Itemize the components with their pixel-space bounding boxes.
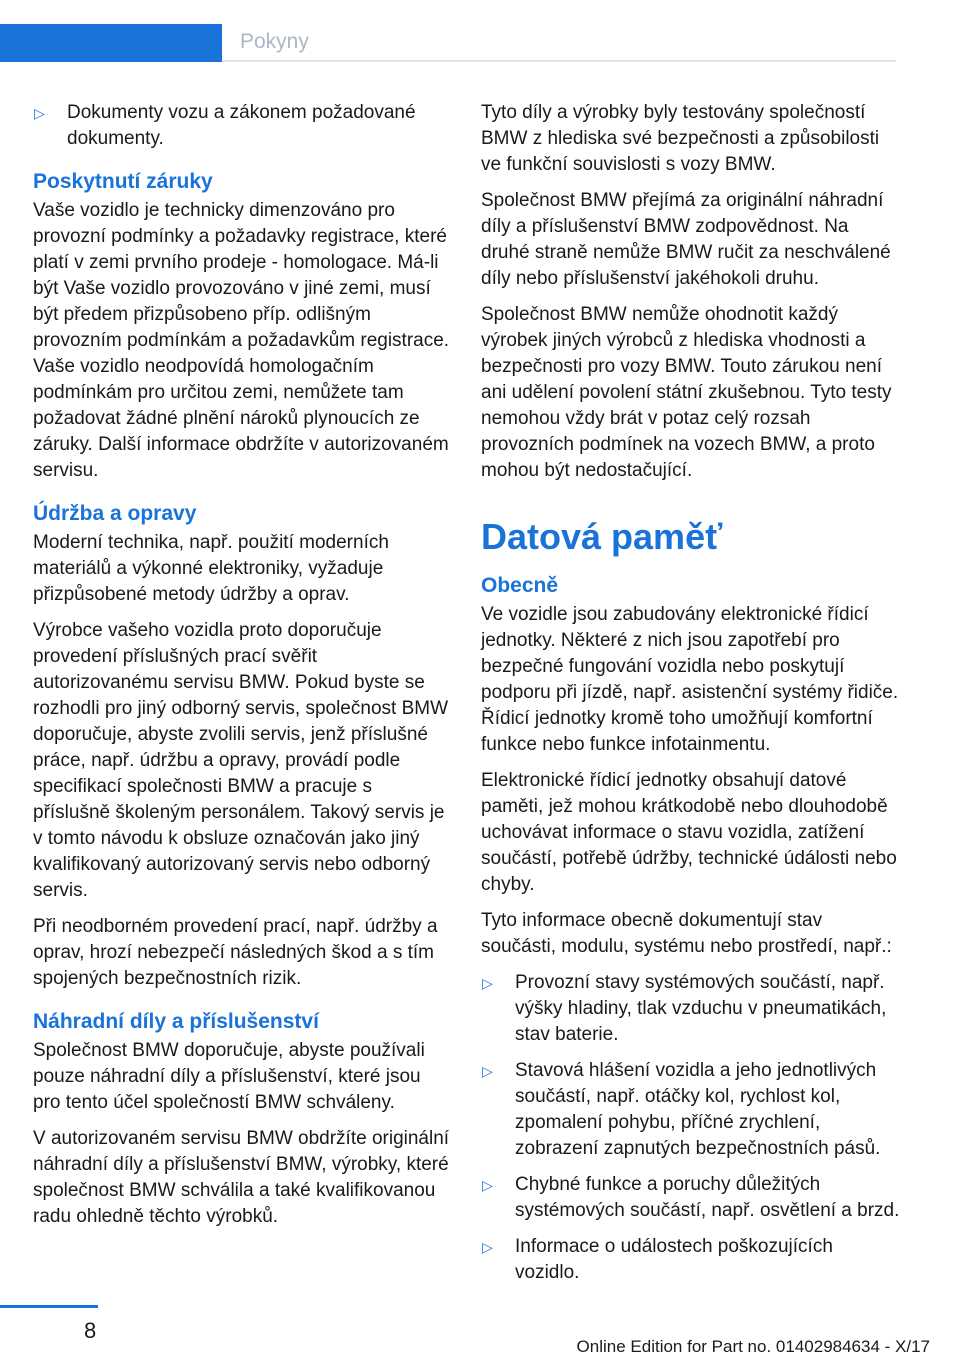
heading-general: Obecně [481, 574, 559, 597]
list-item [33, 100, 453, 152]
heading-data-memory: Datová paměť [481, 516, 723, 557]
paragraph-warranty: Vaše vozidlo je technicky dimenzováno pro provozní podmínky a požadavky registrace, které platí v zemi prvního prodeje - homologace. Má-li být Vaše vozidlo provozováno v jiné zemi, musí být předem přizpůsobeno příp. odlišným provozním podmínkám a požadavkům registrace. Vaše vozidlo neodpovídá homologačním podmínkám pro určitou zemi, nemůžete tam požadovat žádné plnění nároků plynoucích ze záruky. Další informace obdržíte v autorizovaném servisu. [33, 200, 450, 481]
list-item [481, 1058, 901, 1162]
list-item [481, 1172, 901, 1224]
list-item-text: Chybné funkce a poruchy důležitých systémových součástí, např. osvětlení a brzd. [515, 1174, 900, 1221]
paragraph-parts-2: V autorizovaném servisu BMW obdržíte originální náhradní díly a příslušenství BMW, výrobky, které společnost BMW schválila a také kvalifikovanou radu ohledně těchto výrobků. [33, 1128, 450, 1227]
heading-maintenance: Údržba a opravy [33, 502, 197, 525]
paragraph-maintenance-3: Při neodborném provedení prací, např. údržby a oprav, hrozí nebezpečí následných škod a s tím spojených bezpečnostních rizik. [33, 916, 438, 989]
header-accent-bar [0, 24, 222, 62]
paragraph-maintenance-2: Výrobce vašeho vozidla proto doporučuje provedení příslušných prací svěřit autorizovanému servisu BMW. Pokud byste se rozhodli pro jiný odborný servis, společnost BMW doporučuje, abyste zvolili servis, jenž příslušné práce, např. údržbu a opravy, provádí podle specifikací společnosti BMW a pracuje s příslušně školeným personálem. Takový servis je v tomto návodu k obsluze označován jako jiný kvalifikovaný autorizovaný servis nebo odborný servis. [33, 620, 449, 901]
triangle-bullet-icon: ▷ [482, 1063, 493, 1079]
paragraph-general-2: Elektronické řídicí jednotky obsahují datové paměti, jež mohou krátkodobě nebo dlouhodobě uchovávat informace o stavu vozidla, zatížení součástí, potřebě údržby, technické údálosti nebo chyby. [481, 770, 897, 895]
right-column [481, 100, 901, 1296]
paragraph-general-1: Ve vozidle jsou zabudovány elektronické řídicí jednotky. Některé z nich jsou zapotřebí pro bezpečné fungování vozidla nebo poskytují podporu při jízdě, např. asistenční systémy řidiče. Řídicí jednotky kromě toho umožňují komfortní funkce nebo funkce infotainmentu. [481, 604, 899, 755]
paragraph-tested: Tyto díly a výrobky byly testovány společností BMW z hlediska své bezpečnosti a způsobilosti ve funkční souvislosti s vozy BMW. [481, 102, 880, 175]
list-item-text: Dokumenty vozu a zákonem požadované dokumenty. [67, 102, 416, 149]
paragraph-maintenance-1: Moderní technika, např. použití moderních materiálů a výkonné elektroniky, vyžaduje přizpůsobené metody údržby a oprav. [33, 532, 389, 605]
section-title: Pokyny [240, 30, 309, 53]
heading-parts: Náhradní díly a příslušenství [33, 1010, 319, 1033]
list-item [481, 1234, 901, 1286]
list-item [481, 970, 901, 1048]
left-column [33, 100, 453, 1240]
triangle-bullet-icon: ▷ [482, 975, 493, 991]
list-item-text: Stavová hlášení vozidla a jeho jednotlivých součástí, např. otáčky kol, rychlost kol, zpomalení pohybu, příčné zrychlení, zobrazení zapnutých bezpečnostních pásů. [515, 1060, 881, 1159]
list-item-text: Informace o událostech poškozujících vozidlo. [515, 1236, 833, 1283]
paragraph-responsibility: Společnost BMW přejímá za originální náhradní díly a příslušenství BMW zodpovědnost. Na druhé straně nemůže BMW ručit za neschválené díly nebo příslušenství jakéhokoli druhu. [481, 190, 891, 289]
page-number: 8 [84, 1318, 97, 1343]
edition-info: Online Edition for Part no. 01402984634 - X/17 [576, 1337, 930, 1356]
triangle-bullet-icon: ▷ [34, 105, 45, 121]
paragraph-evaluation: Společnost BMW nemůže ohodnotit každý výrobek jiných výrobců z hlediska vhodnosti a bezpečnosti pro vozy BMW. Touto zárukou není ani udělení povolení státní zkušebnou. Tyto testy nemohou vždy brát v potaz celý rozsah provozních podmínek na vozech BMW, a proto mohou být nedostačující. [481, 304, 892, 481]
triangle-bullet-icon: ▷ [482, 1239, 493, 1255]
footer-accent-rule [0, 1305, 98, 1308]
paragraph-parts-1: Společnost BMW doporučuje, abyste používali pouze náhradní díly a příslušenství, které jsou pro tento účel společností BMW schváleny. [33, 1040, 425, 1113]
paragraph-general-3: Tyto informace obecně dokumentují stav součásti, modulu, systému nebo prostředí, např.: [481, 910, 892, 957]
triangle-bullet-icon: ▷ [482, 1177, 493, 1193]
header-rule [222, 60, 896, 62]
heading-warranty: Poskytnutí záruky [33, 170, 213, 193]
list-item-text: Provozní stavy systémových součástí, např. výšky hladiny, tlak vzduchu v pneumatikách, stav baterie. [515, 972, 887, 1045]
